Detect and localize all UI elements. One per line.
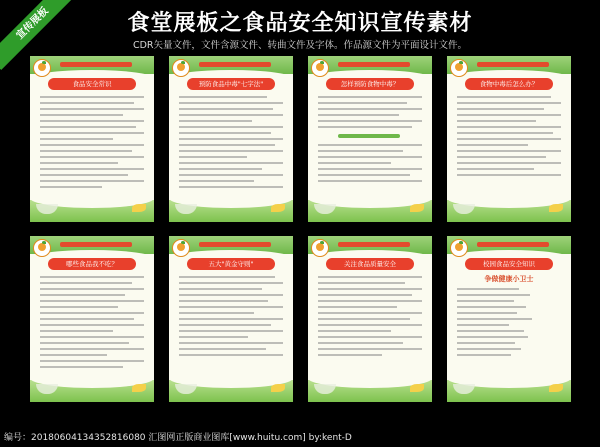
safe-logo-icon [172, 59, 190, 77]
board-red-tab [199, 62, 271, 67]
board-body-text [457, 288, 561, 388]
board-body-text [457, 96, 561, 196]
board-food-quality[interactable] [308, 236, 432, 402]
safe-logo-icon [450, 239, 468, 257]
leaf-icon [410, 204, 424, 212]
board-subheading: 争做健康小卫士 [484, 275, 534, 283]
board-body-text [179, 96, 283, 196]
board-subsection-bar [338, 134, 400, 138]
leaf-icon [271, 204, 285, 212]
board-heading: 关注食品质量安全 [326, 258, 414, 270]
board-red-tab [60, 242, 132, 247]
safe-logo-icon [33, 59, 51, 77]
board-foods-to-avoid[interactable] [30, 236, 154, 402]
board-red-tab [338, 242, 410, 247]
safe-logo-icon [311, 239, 329, 257]
board-red-tab [60, 62, 132, 67]
page-subtitle: CDR矢量文件，文件含源文件、转曲文件及字体。作品源文件为平面设计文件。 [132, 40, 468, 51]
safe-logo-icon [311, 59, 329, 77]
leaf-icon [549, 384, 563, 392]
image-footer: 编号：20180604134352816080 汇图网正版商业图库[www.huitu.com] by:kent-D [0, 429, 600, 447]
page-title: 食堂展板之食品安全知识宣传素材 [127, 11, 473, 36]
board-golden-rules[interactable] [169, 236, 293, 402]
board-after-poisoning[interactable] [447, 56, 571, 222]
board-heading: 哪些食品我不吃？ [48, 258, 136, 270]
board-red-tab [477, 242, 549, 247]
board-food-safety-basics[interactable] [30, 56, 154, 222]
board-body-text [318, 96, 422, 196]
board-body-text [40, 276, 144, 376]
board-grid [30, 56, 570, 418]
board-heading: 校园食品安全知识 [465, 258, 553, 270]
board-heading: 食品安全常识 [48, 78, 136, 90]
board-prevent-poisoning[interactable] [308, 56, 432, 222]
board-campus-food-safety[interactable] [447, 236, 571, 402]
board-body-text [179, 276, 283, 376]
safe-logo-icon [33, 239, 51, 257]
board-red-tab [477, 62, 549, 67]
leaf-icon [132, 384, 146, 392]
board-heading: 食物中毒后怎么办？ [465, 78, 553, 90]
leaf-icon [549, 204, 563, 212]
board-heading: 预防食品中毒"七字法" [187, 78, 275, 90]
safe-logo-icon [450, 59, 468, 77]
board-body-text [40, 96, 144, 196]
board-red-tab [199, 242, 271, 247]
board-body-text [318, 276, 422, 376]
leaf-icon [410, 384, 424, 392]
board-heading: 五大"黄金守则" [187, 258, 275, 270]
board-red-tab [338, 62, 410, 67]
board-heading: 怎样预防食物中毒？ [326, 78, 414, 90]
board-seven-word-method[interactable] [169, 56, 293, 222]
leaf-icon [271, 384, 285, 392]
leaf-icon [132, 204, 146, 212]
safe-logo-icon [172, 239, 190, 257]
corner-ribbon: 宣传展板 [0, 0, 79, 70]
